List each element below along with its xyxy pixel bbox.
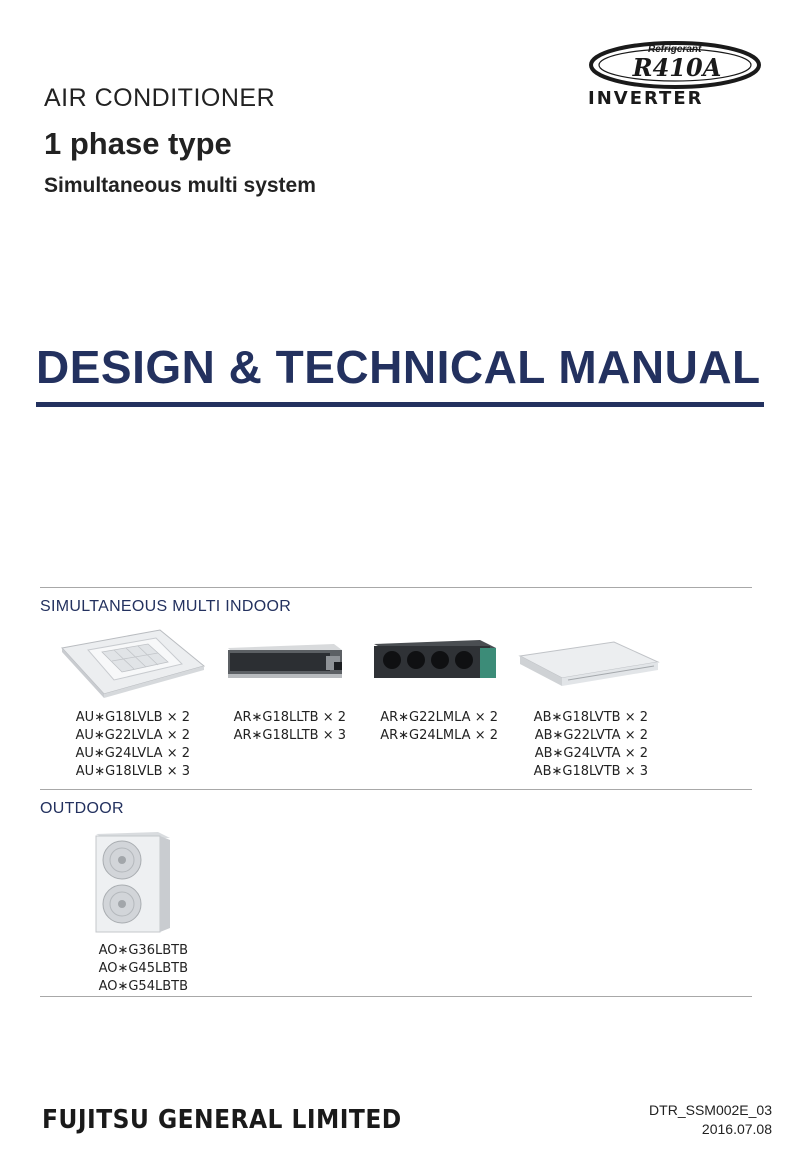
model-item: AR∗G24LMLA × 2: [380, 728, 498, 743]
page-title: DESIGN & TECHNICAL MANUAL: [36, 341, 761, 393]
document-date: 2016.07.08: [701, 1121, 772, 1137]
product-category: AIR CONDITIONER: [44, 84, 276, 112]
company-name: FUJITSU GENERAL LIMITED: [42, 1105, 402, 1135]
outdoor-unit-image: [92, 830, 174, 936]
title-underline: [36, 402, 764, 407]
model-item: AR∗G18LLTB × 3: [233, 728, 346, 743]
slim-duct-unit-image: [222, 640, 350, 684]
ceiling-model-list: [534, 709, 648, 781]
divider: [40, 996, 752, 997]
outdoor-model-list: [99, 942, 188, 996]
logo-r410a-text: R410A: [632, 53, 722, 82]
document-info: [649, 1101, 772, 1139]
model-item: AO∗G45LBTB: [98, 961, 188, 976]
model-item: AU∗G22LVLA × 2: [75, 728, 190, 743]
duct-unit-image: [370, 636, 500, 682]
divider: [40, 587, 752, 588]
model-item: AO∗G36LBTB: [98, 943, 188, 958]
slim-duct-model-list: [234, 709, 346, 745]
divider: [40, 789, 752, 790]
outdoor-section-label: OUTDOOR: [40, 800, 124, 817]
model-item: AU∗G18LVLB × 3: [75, 764, 190, 779]
model-item: AB∗G18LVTB × 3: [533, 764, 648, 779]
model-item: AR∗G18LLTB × 2: [233, 710, 346, 725]
model-item: AO∗G54LBTB: [98, 979, 188, 994]
r410a-inverter-logo: [582, 40, 766, 110]
duct-model-list: [380, 709, 498, 745]
document-code: DTR_SSM002E_03: [649, 1102, 772, 1118]
model-item: AR∗G22LMLA × 2: [380, 710, 498, 725]
model-item: AU∗G18LVLB × 2: [75, 710, 190, 725]
model-item: AU∗G24LVLA × 2: [75, 746, 190, 761]
model-item: AB∗G22LVTA × 2: [534, 728, 648, 743]
logo-inverter-text: INVERTER: [588, 88, 704, 109]
model-item: AB∗G18LVTB × 2: [533, 710, 648, 725]
ceiling-unit-image: [516, 638, 662, 692]
cassette-unit-image: [58, 624, 208, 700]
cassette-model-list: [76, 709, 191, 781]
phase-type: 1 phase type: [44, 126, 232, 161]
system-type: Simultaneous multi system: [44, 174, 316, 197]
logo-refrigerant-text: Refrigerant: [648, 44, 702, 55]
indoor-section-label: SIMULTANEOUS MULTI INDOOR: [40, 598, 292, 615]
model-item: AB∗G24LVTA × 2: [534, 746, 648, 761]
